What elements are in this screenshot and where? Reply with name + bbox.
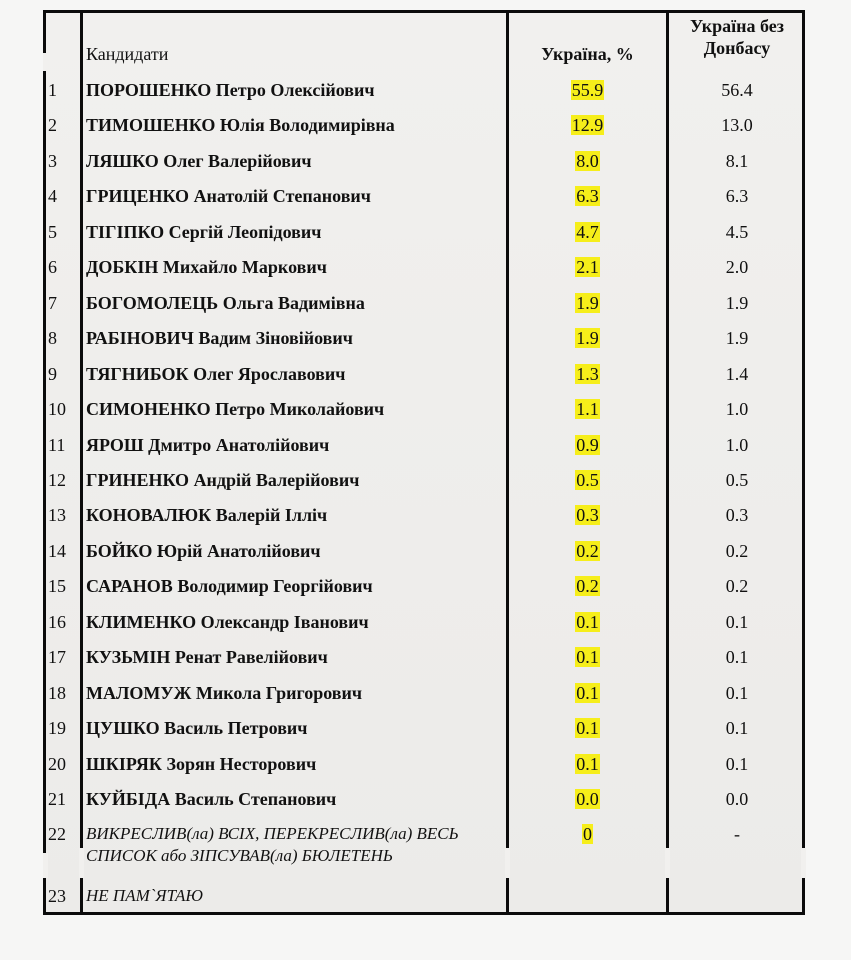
candidate-given-names: Юлія Володимирівна <box>219 115 395 136</box>
row-number: 3 <box>48 150 57 171</box>
ukraine-percent-cell <box>509 569 666 604</box>
candidate-given-names: Василь Петрович <box>164 718 308 739</box>
highlighted-value: 1.9 <box>576 292 599 313</box>
no-donbas-percent-cell: 6.3 <box>725 186 749 207</box>
table-row <box>46 498 802 533</box>
table-row <box>46 534 802 569</box>
no-donbas-percent-cell: 56.4 <box>721 80 753 100</box>
no-donbas-percent-cell: 0.0 <box>725 789 749 809</box>
candidate-surname: КУЗЬМІН <box>86 647 171 668</box>
table-row-spoiled-ballot <box>46 817 802 877</box>
candidate-given-names: Зорян Несторович <box>166 753 317 774</box>
candidate-given-names: Сергій Леопідович <box>168 221 322 242</box>
row-number: 16 <box>48 611 66 632</box>
candidate-name <box>86 534 504 569</box>
row-number: 5 <box>48 221 57 242</box>
row-number: 4 <box>48 186 57 207</box>
row-number: 7 <box>48 292 57 313</box>
highlighted-value: 0 <box>583 824 592 845</box>
table-row <box>46 144 802 179</box>
highlighted-value: 1.1 <box>576 399 599 420</box>
no-donbas-percent-cell: - <box>734 824 740 845</box>
highlighted-value: 12.9 <box>571 115 604 136</box>
row-number: 11 <box>48 434 66 455</box>
ukraine-percent-cell <box>509 250 666 285</box>
highlighted-value: 0.0 <box>576 789 599 809</box>
highlighted-value: 0.9 <box>576 434 599 455</box>
row-number: 15 <box>48 576 66 597</box>
no-donbas-percent-cell: 2.0 <box>725 257 749 278</box>
highlighted-value: 0.1 <box>576 682 599 703</box>
candidate-given-names: Ренат Равелійович <box>174 647 328 668</box>
candidate-surname: ТИМОШЕНКО <box>86 115 216 136</box>
table-row <box>46 569 802 604</box>
candidate-surname: МАЛОМУЖ <box>86 682 192 703</box>
rule-gap <box>43 53 48 71</box>
ukraine-percent-cell <box>509 498 666 533</box>
highlighted-value: 6.3 <box>576 186 599 207</box>
row-number: 6 <box>48 257 57 278</box>
row-number: 22 <box>48 824 66 845</box>
highlighted-value: 0.1 <box>576 611 599 632</box>
candidate-surname: ЛЯШКО <box>86 150 159 171</box>
candidate-given-names: Дмитро Анатолійович <box>148 434 330 455</box>
candidate-name <box>86 250 504 285</box>
ukraine-percent-cell <box>509 463 666 498</box>
ukraine-percent-cell <box>509 392 666 427</box>
row-number: 8 <box>48 328 57 349</box>
candidate-name <box>86 569 504 604</box>
ukraine-percent-cell <box>509 711 666 746</box>
table-row <box>46 108 802 143</box>
candidate-name <box>86 747 504 782</box>
row-number: 20 <box>48 753 66 774</box>
candidate-name <box>86 605 504 640</box>
highlighted-value: 0.1 <box>576 647 599 668</box>
no-donbas-percent-cell: 0.2 <box>725 576 749 597</box>
table-row <box>46 321 802 356</box>
ukraine-percent-cell <box>509 286 666 321</box>
ukraine-percent-cell <box>509 428 666 463</box>
option-text: ВИКРЕСЛИВ(ла) ВСІХ, ПЕРЕКРЕСЛИВ(ла) ВЕСЬ СПИСОК або ЗІПСУВАВ(ла) БЮЛЕТЕНЬ <box>86 824 459 866</box>
candidate-given-names: Володимир Георгійович <box>177 576 373 597</box>
no-donbas-percent-cell: 0.1 <box>725 718 749 739</box>
candidate-name <box>86 392 504 427</box>
table-row <box>46 392 802 427</box>
candidate-surname: ЯРОШ <box>86 434 144 455</box>
no-donbas-percent-cell: 0.1 <box>725 647 749 668</box>
candidate-surname: БОЙКО <box>86 540 153 561</box>
table-row <box>46 179 802 214</box>
table-row <box>46 215 802 250</box>
ukraine-percent-cell <box>509 144 666 179</box>
candidate-given-names: Юрій Анатолійович <box>156 540 321 561</box>
row-number: 21 <box>48 789 66 809</box>
candidate-given-names: Вадим Зіновійович <box>198 328 353 349</box>
table-row <box>46 250 802 285</box>
ukraine-percent-cell <box>509 747 666 782</box>
ukraine-percent-cell <box>509 179 666 214</box>
ukraine-percent-cell <box>509 676 666 711</box>
highlighted-value: 0.2 <box>576 576 599 597</box>
row-number: 13 <box>48 505 66 526</box>
highlighted-value: 2.1 <box>576 257 599 278</box>
candidate-name <box>86 108 504 143</box>
no-donbas-percent-cell: 0.5 <box>725 469 749 490</box>
candidate-surname: КОНОВАЛЮК <box>86 505 212 526</box>
candidate-given-names: Олег Валерійович <box>163 150 312 171</box>
highlighted-value: 8.0 <box>576 150 599 171</box>
row-number: 23 <box>48 886 66 907</box>
header-candidates: Кандидати <box>86 44 169 64</box>
candidate-name <box>86 463 504 498</box>
no-donbas-percent-cell: 0.3 <box>725 505 749 526</box>
candidate-surname: ТЯГНИБОК <box>86 363 189 384</box>
candidate-given-names: Ольга Вадимівна <box>222 292 365 313</box>
no-donbas-percent-cell: 0.1 <box>725 753 749 774</box>
highlighted-value: 0.2 <box>576 540 599 561</box>
candidate-name <box>86 73 504 108</box>
highlighted-value: 55.9 <box>571 80 604 100</box>
ukraine-percent-cell <box>509 73 666 108</box>
table-row-dont-remember <box>46 879 802 914</box>
table-row <box>46 640 802 675</box>
highlighted-value: 0.5 <box>576 469 599 490</box>
table-row <box>46 676 802 711</box>
ukraine-percent-cell <box>509 215 666 250</box>
table-row <box>46 428 802 463</box>
candidate-surname: ДОБКІН <box>86 257 159 278</box>
candidate-surname: ЦУШКО <box>86 718 160 739</box>
candidate-surname: СИМОНЕНКО <box>86 399 211 420</box>
ukraine-percent-cell <box>509 817 666 852</box>
no-donbas-percent-cell: 8.1 <box>725 150 749 171</box>
ukraine-percent-cell <box>509 321 666 356</box>
row-number: 10 <box>48 399 66 420</box>
candidate-surname: КУЙБІДА <box>86 789 171 809</box>
table-row <box>46 463 802 498</box>
table-row <box>46 286 802 321</box>
row-number: 18 <box>48 682 66 703</box>
table-row <box>46 782 802 817</box>
table-row <box>46 73 802 108</box>
candidate-given-names: Олег Ярославович <box>193 363 346 384</box>
header-ukraine-percent: Україна, % <box>541 44 634 64</box>
no-donbas-percent-cell: 1.9 <box>725 328 749 349</box>
candidate-name <box>86 428 504 463</box>
candidate-surname: ШКІРЯК <box>86 753 162 774</box>
candidate-name <box>86 676 504 711</box>
candidate-surname: ПОРОШЕНКО <box>86 80 212 100</box>
highlighted-value: 0.1 <box>576 718 599 739</box>
highlighted-value: 4.7 <box>576 221 599 242</box>
ukraine-percent-cell <box>509 534 666 569</box>
table-row <box>46 747 802 782</box>
option-text: НЕ ПАМ`ЯТАЮ <box>86 886 203 906</box>
no-donbas-percent-cell: 4.5 <box>725 221 749 242</box>
candidate-name <box>86 179 504 214</box>
candidate-given-names: Петро Олексійович <box>215 80 375 100</box>
no-donbas-percent-cell: 13.0 <box>721 115 753 136</box>
candidate-surname: ТІГІПКО <box>86 221 165 242</box>
table-row <box>46 711 802 746</box>
candidate-given-names: Петро Миколайович <box>215 399 385 420</box>
candidate-given-names: Микола Григорович <box>195 682 362 703</box>
ukraine-percent-cell <box>509 357 666 392</box>
candidate-given-names: Василь Степанович <box>174 789 337 809</box>
ukraine-percent-cell <box>509 108 666 143</box>
no-donbas-percent-cell: 1.0 <box>725 434 749 455</box>
no-donbas-percent-cell: 0.1 <box>725 611 749 632</box>
row-number: 9 <box>48 363 57 384</box>
candidate-name <box>86 357 504 392</box>
candidate-name <box>86 498 504 533</box>
highlighted-value: 1.3 <box>576 363 599 384</box>
candidate-name <box>86 215 504 250</box>
candidate-surname: КЛИМЕНКО <box>86 611 197 632</box>
header-line: Донбасу <box>703 38 771 58</box>
row-number: 17 <box>48 647 66 668</box>
candidate-name <box>86 286 504 321</box>
highlighted-value: 1.9 <box>576 328 599 349</box>
candidate-name <box>86 144 504 179</box>
candidate-surname: ГРИНЕНКО <box>86 469 190 490</box>
row-number: 1 <box>48 80 57 100</box>
no-donbas-percent-cell: 0.2 <box>725 540 749 561</box>
candidate-surname: ГРИЦЕНКО <box>86 186 190 207</box>
candidate-name <box>86 782 504 817</box>
candidate-given-names: Анатолій Степанович <box>193 186 371 207</box>
candidate-given-names: Андрій Валерійович <box>193 469 360 490</box>
row-number: 14 <box>48 540 66 561</box>
ukraine-percent-cell <box>509 640 666 675</box>
candidate-given-names: Валерій Ілліч <box>215 505 328 526</box>
candidate-surname: САРАНОВ <box>86 576 173 597</box>
no-donbas-percent-cell: 0.1 <box>725 682 749 703</box>
ukraine-percent-cell <box>509 605 666 640</box>
candidate-given-names: Олександр Іванович <box>200 611 369 632</box>
highlighted-value: 0.3 <box>576 505 599 526</box>
results-table <box>43 10 805 915</box>
row-number: 19 <box>48 718 66 739</box>
highlighted-value: 0.1 <box>576 753 599 774</box>
candidate-surname: БОГОМОЛЕЦЬ <box>86 292 219 313</box>
candidate-given-names: Михайло Маркович <box>162 257 327 278</box>
ukraine-percent-cell <box>509 782 666 817</box>
candidate-name <box>86 321 504 356</box>
no-donbas-percent-cell: 1.0 <box>725 399 749 420</box>
table-row <box>46 357 802 392</box>
no-donbas-percent-cell: 1.9 <box>725 292 749 313</box>
header-line: Україна без <box>690 16 784 36</box>
row-number: 2 <box>48 115 57 136</box>
row-number: 12 <box>48 469 66 490</box>
header-ukraine-without-donbas <box>669 15 805 77</box>
no-donbas-percent-cell: 1.4 <box>725 363 749 384</box>
candidate-surname: РАБІНОВИЧ <box>86 328 194 349</box>
candidate-name <box>86 640 504 675</box>
table-row <box>46 605 802 640</box>
candidate-name <box>86 711 504 746</box>
